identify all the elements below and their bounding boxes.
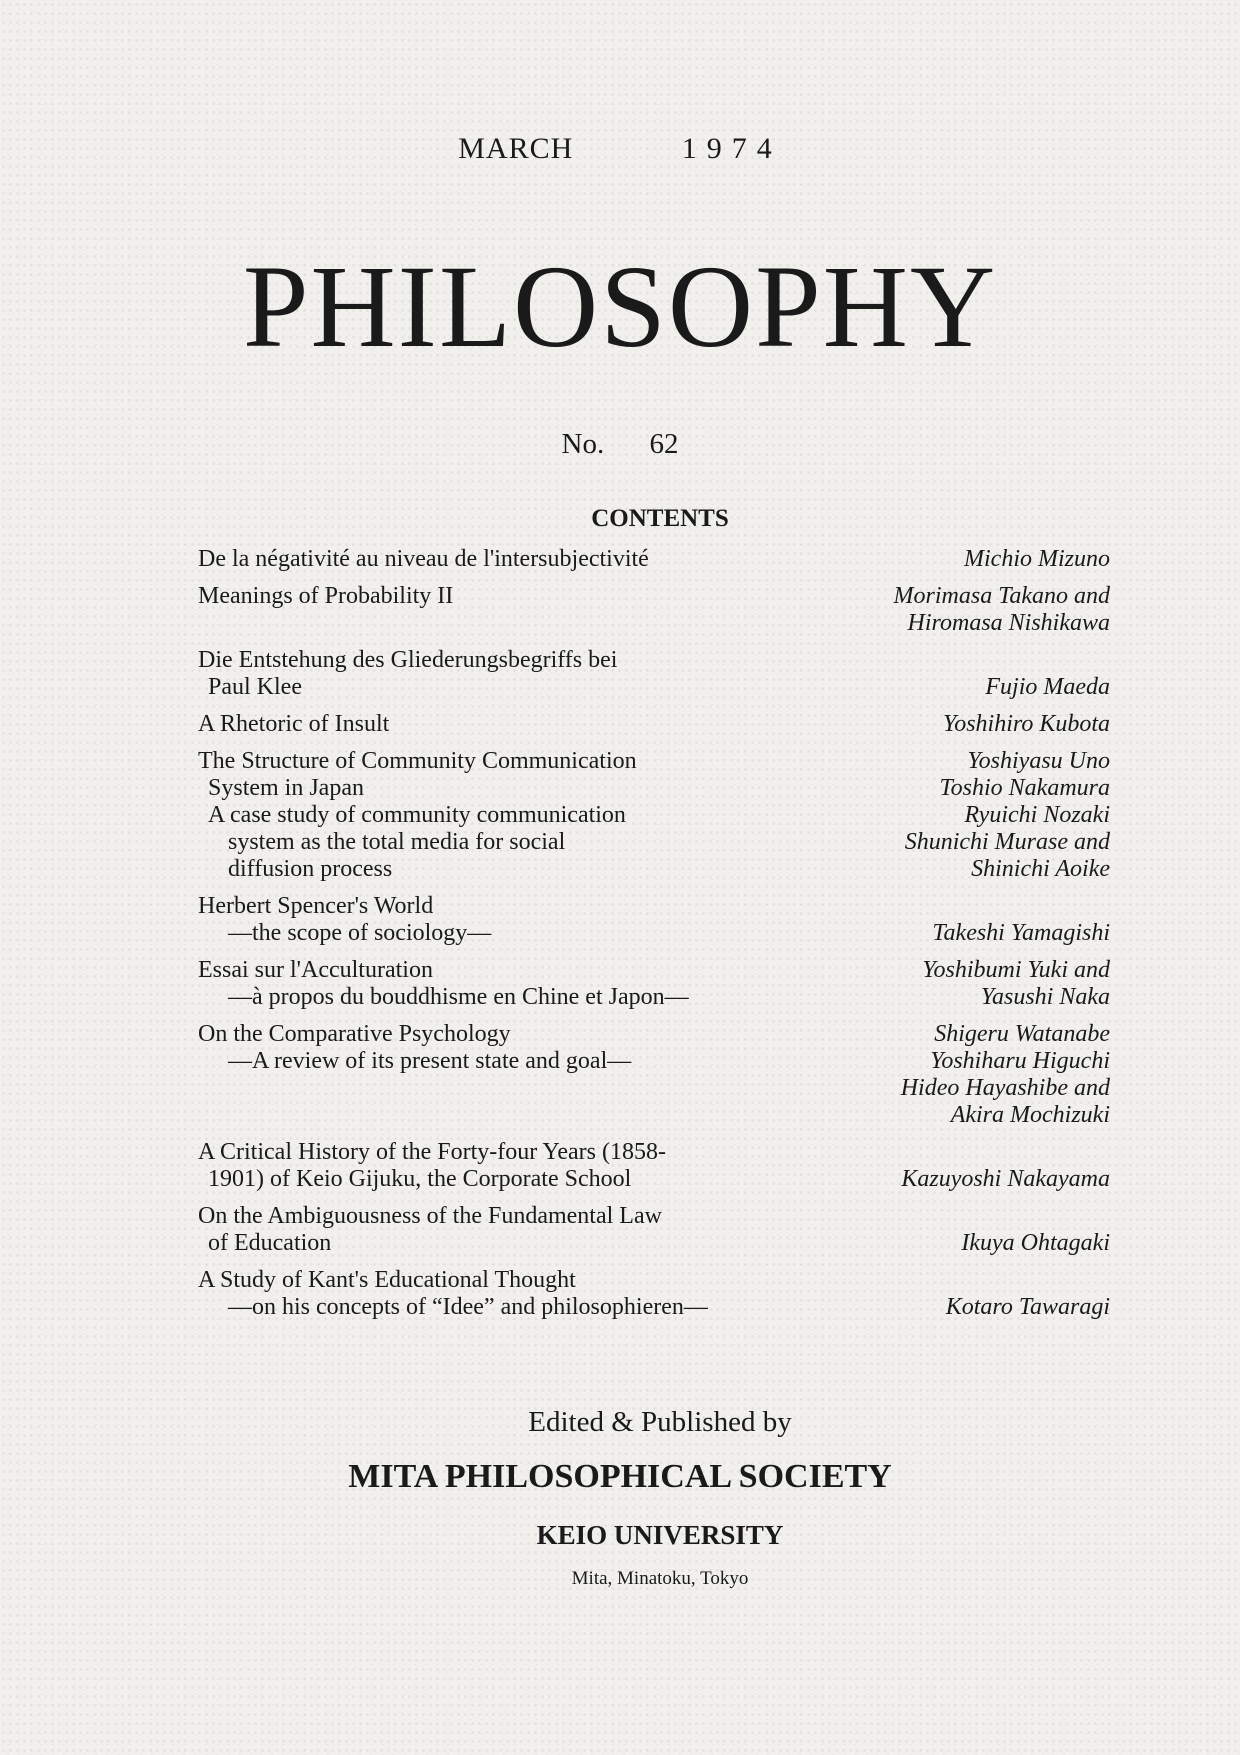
- author-line: Hideo Hayashibe and: [900, 1075, 1110, 1101]
- article-title: [198, 1267, 818, 1321]
- article-title: [198, 893, 818, 947]
- journal-title: PHILOSOPHY: [242, 241, 998, 372]
- author-line: Yoshibumi Yuki and: [922, 957, 1110, 983]
- article-authors: [818, 1267, 1110, 1321]
- article-title: [198, 647, 818, 701]
- author-line: Yasushi Naka: [980, 984, 1110, 1010]
- article-title-line: A Critical History of the Forty-four Years (1858-: [198, 1139, 666, 1165]
- article-title-line: 1901) of Keio Gijuku, the Corporate School: [208, 1166, 632, 1192]
- author-line: Yoshiharu Higuchi: [930, 1048, 1110, 1074]
- issue-date: [0, 132, 1240, 166]
- article-authors: [818, 1203, 1110, 1257]
- article-title-line: On the Ambiguousness of the Fundamental Law: [198, 1203, 662, 1229]
- article-title-line: A Rhetoric of Insult: [198, 711, 390, 737]
- article-title-line: De la négativité au niveau de l'intersubjectivité: [198, 546, 649, 572]
- toc-entry: [198, 1203, 1110, 1257]
- article-authors: [818, 647, 1110, 701]
- issue-number-label: No.: [561, 428, 605, 460]
- toc-entry: [198, 546, 1110, 573]
- issue-number: 62: [649, 428, 679, 460]
- toc-entry: [198, 893, 1110, 947]
- toc-entry: [198, 1139, 1110, 1193]
- article-title: [198, 1139, 818, 1193]
- publisher-society: MITA PHILOSOPHICAL SOCIETY: [348, 1458, 892, 1495]
- article-subtitle-line: —A review of its present state and goal—: [228, 1048, 632, 1074]
- article-subtitle-line: —on his concepts of “Idee” and philosophieren—: [228, 1294, 708, 1320]
- article-authors: [818, 893, 1110, 947]
- toc-entry: [198, 957, 1110, 1011]
- article-authors: [818, 546, 1110, 573]
- toc-entry: [198, 583, 1110, 637]
- publisher-address: Mita, Minatoku, Tokyo: [571, 1568, 749, 1589]
- article-title-line: On the Comparative Psychology: [198, 1021, 511, 1047]
- article-subtitle-line: system as the total media for social: [228, 829, 566, 855]
- article-title-line: Herbert Spencer's World: [198, 893, 434, 919]
- table-of-contents: [198, 546, 1110, 1331]
- article-title-line: Die Entstehung des Gliederungsbegriffs bei: [198, 647, 618, 673]
- article-title: [198, 957, 818, 1011]
- article-title: [198, 748, 818, 883]
- author-line: Ryuichi Nozaki: [964, 802, 1110, 828]
- article-subtitle-line: diffusion process: [228, 856, 393, 882]
- article-title: [198, 546, 818, 573]
- author-line: Fujio Maeda: [985, 674, 1110, 700]
- toc-entry: [198, 647, 1110, 701]
- toc-entry: [198, 711, 1110, 738]
- article-title: [198, 1021, 818, 1129]
- article-authors: [818, 1021, 1110, 1129]
- author-line: Morimasa Takano and: [893, 583, 1110, 609]
- article-title: [198, 711, 818, 738]
- article-title-line: The Structure of Community Communication: [198, 748, 637, 774]
- author-line: Akira Mochizuki: [950, 1102, 1110, 1128]
- toc-entry: [198, 1021, 1110, 1129]
- article-authors: [818, 748, 1110, 883]
- article-authors: [818, 1139, 1110, 1193]
- article-subtitle-line: —à propos du bouddhisme en Chine et Japon—: [228, 984, 689, 1010]
- author-line: Michio Mizuno: [964, 546, 1110, 572]
- author-line: Shigeru Watanabe: [934, 1021, 1110, 1047]
- article-subtitle-line: —the scope of sociology—: [228, 920, 492, 946]
- author-line: Yoshiyasu Uno: [967, 748, 1110, 774]
- issue-number-line: [0, 428, 1240, 461]
- article-title-line: Meanings of Probability II: [198, 583, 454, 609]
- author-line: Hiromasa Nishikawa: [907, 610, 1110, 636]
- article-title-line: A Study of Kant's Educational Thought: [198, 1267, 576, 1293]
- article-subtitle-line: A case study of community communication: [208, 802, 626, 828]
- toc-entry: [198, 1267, 1110, 1321]
- author-line: Kazuyoshi Nakayama: [901, 1166, 1110, 1192]
- author-line: Yoshihiro Kubota: [943, 711, 1110, 737]
- author-line: Ikuya Ohtagaki: [961, 1230, 1110, 1256]
- article-authors: [818, 583, 1110, 637]
- edited-published-by: Edited & Published by: [528, 1406, 792, 1438]
- issue-year: 1974: [681, 132, 782, 165]
- article-title-line: System in Japan: [208, 775, 364, 801]
- publisher-university: KEIO UNIVERSITY: [536, 1520, 784, 1550]
- toc-entry: [198, 748, 1110, 883]
- article-title-line: of Education: [208, 1230, 332, 1256]
- contents-heading: CONTENTS: [591, 505, 729, 532]
- author-line: Kotaro Tawaragi: [945, 1294, 1110, 1320]
- article-authors: [818, 711, 1110, 738]
- article-authors: [818, 957, 1110, 1011]
- issue-month: MARCH: [458, 132, 574, 165]
- author-line: Shinichi Aoike: [971, 856, 1110, 882]
- article-title-line: Paul Klee: [208, 674, 302, 700]
- author-line: Toshio Nakamura: [939, 775, 1110, 801]
- author-line: Shunichi Murase and: [904, 829, 1110, 855]
- article-title-line: Essai sur l'Acculturation: [198, 957, 433, 983]
- author-line: Takeshi Yamagishi: [932, 920, 1110, 946]
- article-title: [198, 583, 818, 637]
- article-title: [198, 1203, 818, 1257]
